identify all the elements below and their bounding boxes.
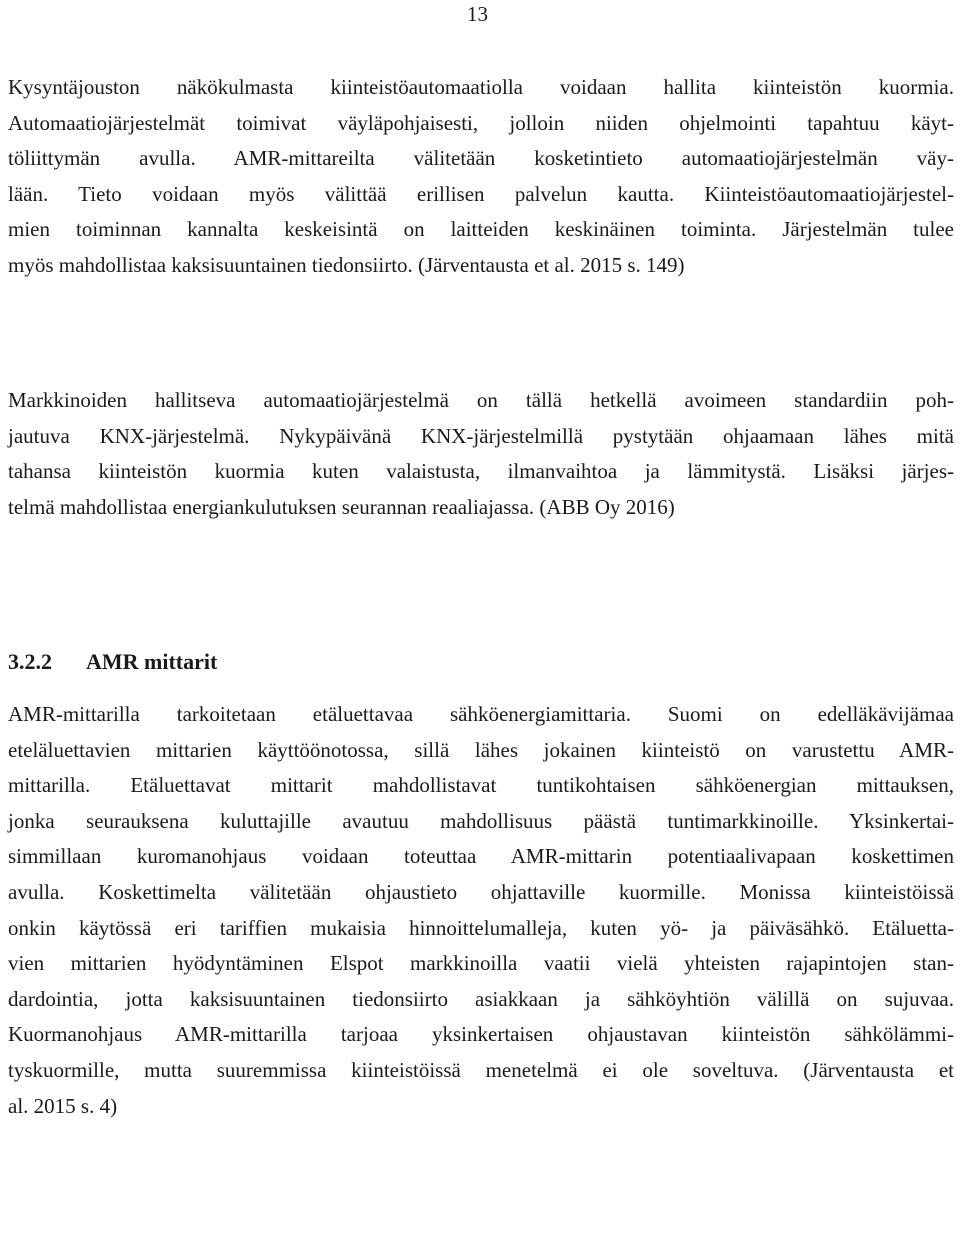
text-line: eteläluettavien mittarien käyttöönotossa, sillä lähes jokainen kiinteistö on varustettu AMR- [8, 737, 954, 762]
text-line: simmillaan kuromanohjaus voidaan toteuttaa AMR-mittarin potentiaalivapaan koskettimen [8, 844, 954, 869]
paragraph-knx-system [8, 383, 954, 525]
text-line: jonka seurauksena kuluttajille avautuu mahdollisuus päästä tuntimarkkinoille. Yksinkertai- [8, 808, 954, 833]
text-line: al. 2015 s. 4) [8, 1093, 118, 1118]
text-line: onkin käytössä eri tariffien mukaisia hinnoittelumalleja, kuten yö- ja päiväsähkö. Etäluetta- [8, 915, 954, 940]
text-line: Automaatiojärjestelmät toimivat väyläpohjaisesti, jolloin niiden ohjelmointi tapahtuu käyt- [8, 110, 954, 135]
text-line: Markkinoiden hallitseva automaatiojärjestelmä on tällä hetkellä avoimeen standardiin poh- [8, 388, 954, 412]
text-line: Kysyntäjouston näkökulmasta kiinteistöautomaatiolla voidaan hallita kiinteistön kuormia. [8, 75, 954, 99]
text-line: jautuva KNX-järjestelmä. Nykypäivänä KNX-järjestelmillä pystytään ohjaamaan lähes mitä [8, 423, 954, 448]
text-line: töliittymän avulla. AMR-mittareilta välitetään kosketintieto automaatiojärjestelmän väy- [8, 146, 954, 171]
section-title: AMR mittarit [86, 649, 218, 674]
text-line: telmä mahdollistaa energiankulutuksen seurannan reaaliajassa. (ABB Oy 2016) [8, 494, 675, 519]
paragraph-demand-response [8, 70, 954, 284]
text-line: lään. Tieto voidaan myös välittää erillisen palvelun kautta. Kiinteistöautomaatiojärjestel- [8, 181, 954, 206]
page-number: 13 [467, 2, 488, 26]
text-line: AMR-mittarilla tarkoitetaan etäluettavaa sähköenergiamittaria. Suomi on edelläkävijämaa [8, 702, 954, 726]
text-line: tahansa kiinteistön kuormia kuten valaistusta, ilmanvaihtoa ja lämmitystä. Lisäksi järjes- [8, 459, 954, 484]
section-heading [8, 648, 217, 676]
text-line: Kuormanohjaus AMR-mittarilla tarjoaa yksinkertaisen ohjaustavan kiinteistön sähkölämmi- [8, 1022, 954, 1047]
text-line: avulla. Koskettimelta välitetään ohjaustieto ohjattaville kuormille. Monissa kiinteistöissä [8, 879, 954, 904]
text-line: mien toiminnan kannalta keskeisintä on laitteiden keskinäinen toiminta. Järjestelmän tulee [8, 217, 954, 242]
text-line: dardointia, jotta kaksisuuntainen tiedonsiirto asiakkaan ja sähköyhtiön välillä on sujuvaa. [8, 986, 954, 1011]
paragraph-amr-meters [8, 697, 954, 1124]
text-line: myös mahdollistaa kaksisuuntainen tiedonsiirto. (Järventausta et al. 2015 s. 149) [8, 252, 685, 277]
section-number: 3.2.2 [8, 649, 52, 674]
text-line: tyskuormille, mutta suuremmissa kiinteistöissä menetelmä ei ole soveltuva. (Järventausta et [8, 1057, 954, 1082]
text-line: mittarilla. Etäluettavat mittarit mahdollistavat tuntikohtaisen sähköenergian mittauksen, [8, 773, 954, 798]
text-line: vien mittarien hyödyntäminen Elspot markkinoilla vaatii vielä yhteisten rajapintojen stan- [8, 951, 954, 976]
